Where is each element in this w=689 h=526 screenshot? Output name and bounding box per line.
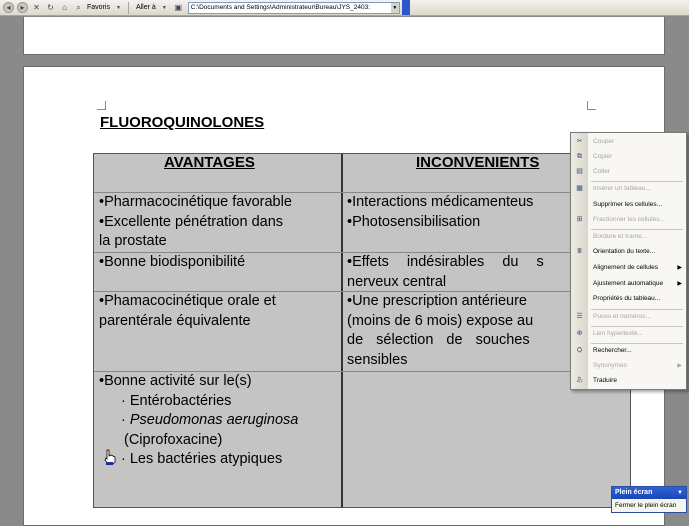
cell-text: •Excellente pénétration dans: [99, 213, 284, 230]
menu-item-paste[interactable]: [571, 165, 686, 179]
home-icon[interactable]: ⌂: [62, 3, 67, 12]
chevron-down-icon[interactable]: ▼: [115, 4, 121, 11]
margin-corner-mark: [587, 101, 596, 110]
bullet: ·: [121, 412, 130, 428]
cell-avantage-3[interactable]: [99, 292, 337, 331]
cell-text: [99, 411, 337, 431]
hand-cursor-icon: [103, 449, 116, 465]
paste-icon: ▤: [576, 168, 583, 175]
comparison-table[interactable]: [93, 153, 631, 508]
hyperlink-icon: ⊕: [576, 330, 583, 337]
cell-text: · Les bactéries atypiques: [121, 451, 283, 467]
menu-label: Fractionner les cellules...: [593, 216, 665, 223]
cell-text: parentérale équivalente: [99, 312, 251, 329]
scissors-icon: ✂: [576, 138, 583, 145]
submenu-arrow-icon: ▶: [677, 363, 682, 369]
cell-inconvenient-3[interactable]: [347, 292, 587, 370]
menu-label: Supprimer les cellules...: [593, 201, 662, 208]
menu-item-translate[interactable]: [571, 374, 686, 388]
cell-text: (moins de 6 mois) expose au: [347, 312, 534, 329]
cell-text: •Interactions médicamenteus: [347, 194, 534, 210]
cell-text: •Une prescription antérieure: [347, 293, 527, 309]
menu-label: Lien hypertexte...: [593, 330, 643, 337]
document-title: FLUOROQUINOLONES: [100, 114, 265, 131]
goto-button[interactable]: Aller à: [135, 4, 156, 11]
refresh-icon[interactable]: ↻: [47, 3, 54, 12]
menu-item-text-direction[interactable]: [571, 245, 686, 259]
copy-icon: ⧉: [577, 153, 582, 160]
menu-item-copy[interactable]: [571, 150, 686, 164]
menu-item-split-cells[interactable]: [571, 213, 686, 227]
cell-text: la prostate: [99, 233, 167, 249]
bullets-icon: ☰: [576, 313, 583, 320]
menu-label: Propriétés du tableau...: [593, 295, 661, 302]
explorer-toolbar: [0, 0, 689, 16]
cell-text: · Entérobactéries: [121, 392, 232, 409]
menu-item-research[interactable]: [571, 344, 686, 358]
cell-text: de sélection de souches: [347, 332, 530, 348]
species-name: Pseudomonas aeruginosa: [129, 412, 299, 428]
menu-label: Rechercher...: [593, 347, 632, 354]
cell-text: •Phamacocinétique orale et: [99, 293, 276, 309]
research-icon: ⛭: [576, 347, 583, 354]
address-text: C:\Documents and Settings\Administrateur\Bureau\JYS_2403:: [190, 3, 371, 11]
scrollbar-thumb[interactable]: [402, 0, 410, 15]
column-divider: [341, 154, 343, 507]
menu-item-cut[interactable]: [571, 135, 686, 149]
menu-item-cell-alignment[interactable]: [571, 261, 686, 275]
cell-avantage-2[interactable]: [99, 253, 337, 273]
chevron-down-icon[interactable]: ▼: [161, 4, 167, 11]
cell-text: •Bonne activité sur le(s): [99, 373, 252, 389]
menu-label: Insérer un tableau...: [593, 185, 651, 192]
menu-item-bullets[interactable]: [571, 310, 686, 324]
menu-label: Ajustement automatique: [593, 280, 664, 287]
stop-icon[interactable]: ✕: [33, 3, 40, 12]
address-field[interactable]: [188, 2, 400, 14]
menu-item-table-properties[interactable]: [571, 292, 686, 306]
menu-label: Synonymes: [593, 362, 627, 369]
margin-corner-mark: [97, 101, 106, 110]
cell-text: sensibles: [347, 351, 408, 368]
menu-label: Puces et numéros...: [593, 313, 651, 320]
menu-item-borders[interactable]: [571, 230, 686, 244]
translate-icon: あ: [576, 377, 583, 384]
menu-item-delete-cells[interactable]: [571, 198, 686, 212]
table-icon: ▦: [576, 185, 583, 192]
cell-avantage-1[interactable]: [99, 193, 337, 252]
menu-item-hyperlink[interactable]: [571, 327, 686, 341]
cell-inconvenient-4[interactable]: [347, 372, 587, 502]
menu-label: Copier: [593, 153, 613, 160]
submenu-arrow-icon: ▶: [677, 281, 682, 287]
cell-text: nerveux central: [347, 273, 447, 290]
menu-label: Bordure et trame...: [593, 233, 648, 240]
menu-label: Coller: [593, 168, 610, 175]
menu-label: Traduire: [593, 377, 617, 384]
favorites-button[interactable]: Favoris: [87, 4, 110, 11]
menu-label: Alignement de cellules: [593, 264, 659, 271]
menu-label: Orientation du texte...: [593, 248, 656, 255]
context-menu[interactable]: [570, 132, 687, 390]
cell-text: (Ciprofoxacine): [124, 431, 223, 448]
menu-item-insert-table[interactable]: [571, 182, 686, 196]
header-avantages: AVANTAGES: [164, 154, 255, 171]
cell-avantage-4[interactable]: [99, 372, 337, 470]
cell-text: •Bonne biodisponibilité: [99, 254, 246, 270]
split-cells-icon: ⊞: [576, 216, 583, 223]
close-fullscreen-button[interactable]: Fermer le plein écran: [615, 502, 677, 509]
back-icon[interactable]: ◂: [3, 2, 14, 13]
chevron-down-icon[interactable]: ▼: [392, 4, 398, 11]
cell-text: •Photosensibilisation: [347, 213, 481, 230]
toolbar-divider: [128, 2, 129, 14]
cell-inconvenient-2[interactable]: [347, 253, 587, 292]
search-icon[interactable]: ⌕: [76, 2, 81, 12]
fullscreen-title-bar[interactable]: [612, 487, 686, 499]
menu-item-autofit[interactable]: [571, 277, 686, 291]
chevron-down-icon[interactable]: ▼: [677, 490, 683, 496]
cell-text: •Pharmacocinétique favorable: [99, 194, 292, 210]
fullscreen-toolbar: [611, 486, 687, 513]
menu-label: Couper: [593, 138, 615, 145]
cell-text: •Effets indésirables du s: [347, 254, 544, 270]
submenu-arrow-icon: ▶: [677, 265, 682, 271]
text-direction-icon: Ⅲ: [577, 248, 582, 255]
history-icon[interactable]: ▣: [174, 3, 183, 12]
page-previous: [23, 17, 665, 55]
header-inconvenients: INCONVENIENTS: [416, 154, 540, 171]
forward-icon[interactable]: ▸: [17, 2, 28, 13]
cell-inconvenient-1[interactable]: [347, 193, 587, 232]
fullscreen-title: Plein écran: [615, 489, 653, 496]
menu-item-synonyms[interactable]: [571, 359, 686, 373]
